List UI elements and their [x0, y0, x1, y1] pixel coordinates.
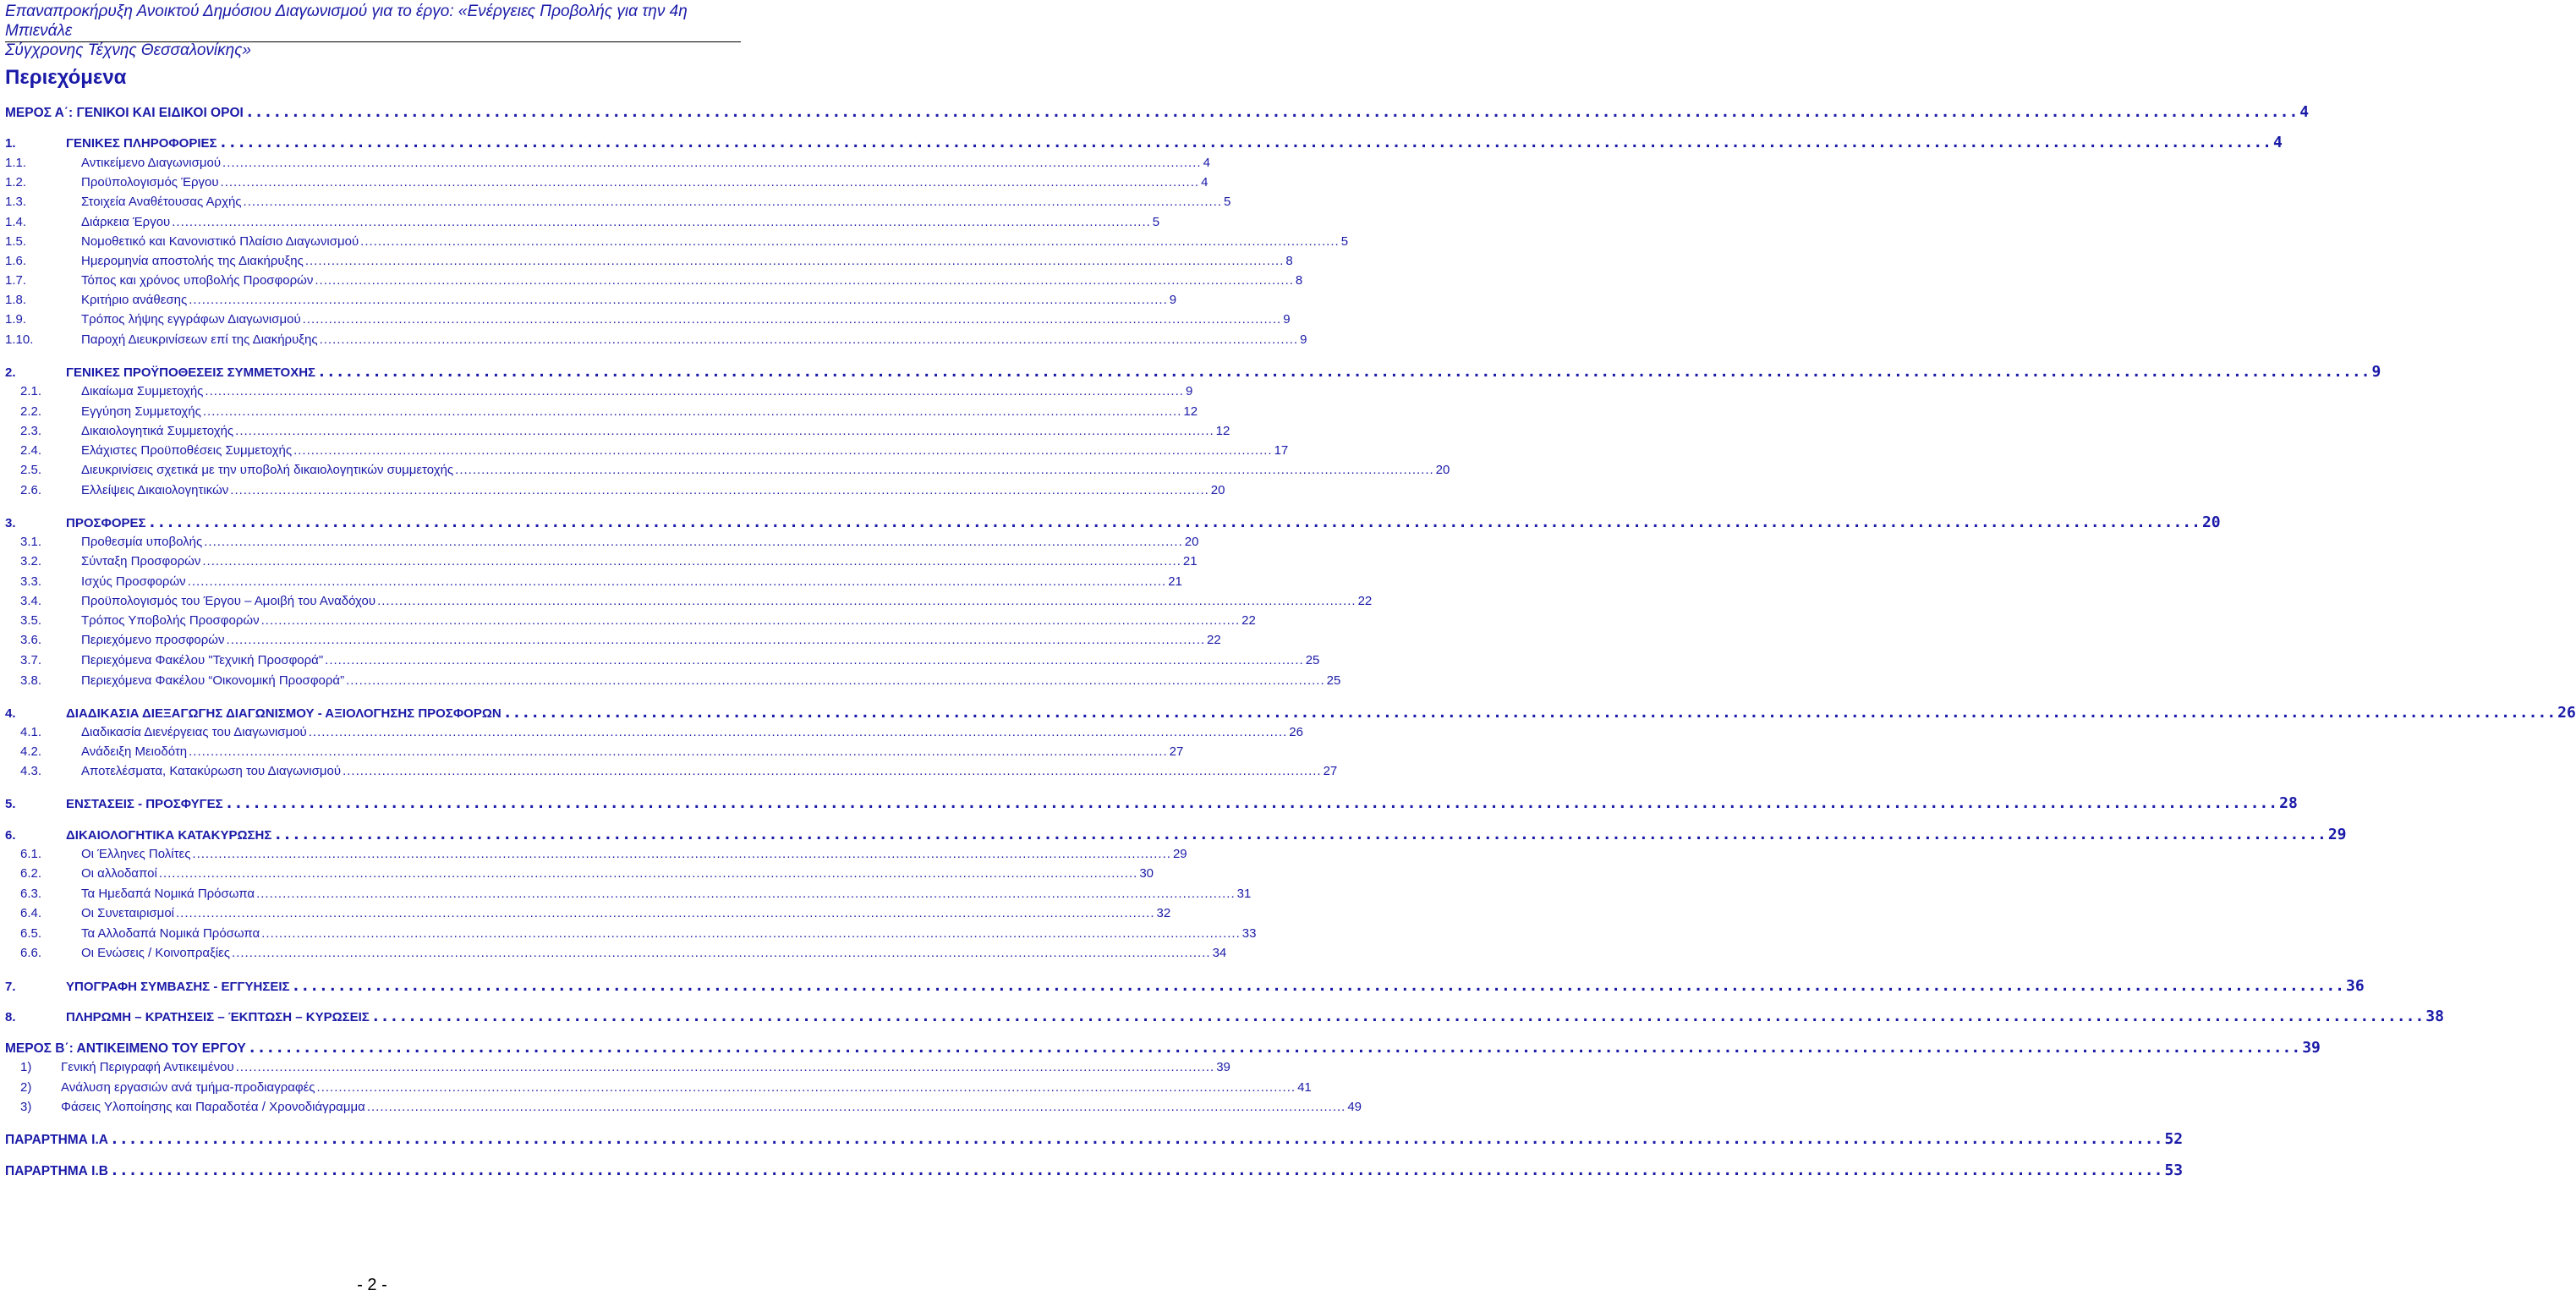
toc-entry-label: Διευκρινίσεις σχετικά με την υποβολή δικαιολογητικών συμμετοχής	[81, 463, 454, 477]
toc-entry[interactable]	[20, 424, 1230, 438]
toc-page-number: 53	[2164, 1161, 2184, 1179]
toc-page-number: 4	[2273, 134, 2283, 151]
toc-page-number: 29	[1172, 847, 1187, 861]
toc-entry-label: Κριτήριο ανάθεσης	[81, 293, 188, 307]
toc-page-number: 21	[1168, 574, 1182, 589]
document-header	[5, 2, 741, 60]
toc-page-number: 22	[1241, 613, 1256, 628]
toc-entry-label: Ισχύς Προσφορών	[81, 574, 186, 589]
toc-page-number: 4	[2299, 103, 2310, 121]
toc-entry-label: Νομοθετικό και Κανονιστικό Πλαίσιο Διαγωνισμού	[81, 234, 359, 249]
page-footer	[0, 1276, 812, 1295]
toc-page-number: 20	[1435, 463, 1450, 477]
toc-page-number: 9	[1169, 293, 1177, 307]
toc-entry[interactable]	[20, 483, 1225, 497]
toc-entry-label: Οι Ενώσεις / Κοινοπραξίες	[81, 946, 231, 960]
toc-entry-number: 5.	[5, 797, 16, 811]
toc-entry-number: 1.6.	[5, 254, 27, 268]
toc-entry[interactable]	[20, 443, 1289, 458]
toc-entry-number: 1.7.	[5, 273, 27, 288]
toc-entry-number: 2.1.	[20, 384, 42, 398]
toc-entry[interactable]	[20, 1060, 1230, 1074]
toc-entry-number: 2.2.	[20, 404, 42, 419]
toc-entry-label: ΕΝΣΤΑΣΕΙΣ - ΠΡΟΣΦΥΓΕΣ	[66, 797, 223, 811]
toc-entry-number: 3.3.	[20, 574, 42, 589]
toc-entry-number: 1.	[5, 136, 16, 151]
toc-entry[interactable]	[20, 384, 1193, 398]
toc-entry[interactable]	[20, 673, 1341, 688]
toc-annex-ia[interactable]	[5, 1130, 2184, 1148]
toc-part-a[interactable]	[5, 103, 2310, 121]
toc-entry[interactable]	[20, 866, 1154, 881]
toc-entry[interactable]	[20, 594, 1373, 608]
toc-entry-label: Δικαίωμα Συμμετοχής	[81, 384, 204, 398]
toc-entry[interactable]	[20, 725, 1303, 739]
toc-entry-number: 6.4.	[20, 906, 42, 920]
toc-entry-number: 3)	[20, 1100, 32, 1114]
toc-page-number: 32	[1156, 906, 1171, 920]
toc-entry-label: Ελάχιστες Προϋποθέσεις Συμμετοχής	[81, 443, 293, 458]
toc-section-3[interactable]	[5, 513, 2221, 531]
toc-entry-title: ΠΑΡΑΡΤΗΜΑ Ι.Α	[5, 1133, 108, 1147]
toc-entry-number: 3.8.	[20, 673, 42, 688]
toc-page-number: 20	[2201, 513, 2221, 531]
toc-entry-label: Προϋπολογισμός του Έργου – Αμοιβή του Αναδόχου	[81, 594, 376, 608]
toc-entry[interactable]	[20, 847, 1187, 861]
toc-entry-label: Ελλείψεις Δικαιολογητικών	[81, 483, 229, 497]
toc-entry-label: Σύνταξη Προσφορών	[81, 554, 201, 568]
toc-page-number: 21	[1182, 554, 1198, 568]
toc-entry-number: 3.1.	[20, 535, 42, 549]
toc-entry-label: Γενική Περιγραφή Αντικειμένου	[61, 1060, 234, 1074]
toc-entry-number: 6.5.	[20, 926, 42, 941]
toc-entry[interactable]	[5, 234, 1349, 249]
toc-entry-number: 3.6.	[20, 633, 42, 647]
toc-entry-label: ΥΠΟΓΡΑΦΗ ΣΥΜΒΑΣΗΣ - ΕΓΓΥΗΣΕΙΣ	[66, 980, 290, 994]
toc-entry-label: Φάσεις Υλοποίησης και Παραδοτέα / Χρονοδιάγραμμα	[61, 1100, 365, 1114]
toc-page-number: 5	[1224, 195, 1231, 209]
toc-entry[interactable]	[5, 195, 1231, 209]
toc-entry-number: 3.7.	[20, 653, 42, 667]
toc-entry[interactable]	[5, 332, 1307, 347]
toc-section-7[interactable]	[5, 977, 2365, 995]
toc-entry-number: 3.2.	[20, 554, 42, 568]
toc-entry-number: 4.3.	[20, 764, 42, 778]
toc-entry-title: ΜΕΡΟΣ Α΄: ΓΕΝΙΚΟΙ ΚΑΙ ΕΙΔΙΚΟΙ ΟΡΟΙ	[5, 106, 244, 120]
toc-entry-number: 2.	[5, 365, 16, 380]
toc-entry[interactable]	[20, 764, 1338, 778]
toc-page-number: 25	[1305, 653, 1320, 667]
toc-section-1[interactable]	[5, 134, 2283, 151]
toc-entry[interactable]	[5, 156, 1210, 170]
toc-entry-number: 6.	[5, 828, 16, 843]
toc-entry[interactable]	[20, 554, 1198, 568]
toc-entry-label: Αποτελέσματα, Κατακύρωση του Διαγωνισμού	[81, 764, 342, 778]
toc-entry-label: Εγγύηση Συμμετοχής	[81, 404, 201, 419]
toc-entry-label: Περιεχόμενα Φακέλου "Τεχνική Προσφορά"	[81, 653, 324, 667]
toc-annex-ib[interactable]	[5, 1161, 2184, 1179]
toc-entry-number: 2.4.	[20, 443, 42, 458]
toc-entry-label: Ανάδειξη Μειοδότη	[81, 744, 188, 759]
page-number: - 2 -	[357, 1276, 387, 1294]
toc-entry-label: Οι αλλοδαποί	[81, 866, 157, 881]
toc-page-number: 52	[2164, 1130, 2184, 1148]
toc-entry[interactable]	[20, 744, 1184, 759]
toc-entry-label: ΠΡΟΣΦΟΡΕΣ	[66, 516, 146, 530]
toc-entry-label: Τα Ημεδαπά Νομικά Πρόσωπα	[81, 887, 255, 901]
toc-entry-number: 2.3.	[20, 424, 42, 438]
toc-entry-label: Παροχή Διευκρινίσεων επί της Διακήρυξης	[81, 332, 318, 347]
toc-entry-number: 1.9.	[5, 312, 27, 327]
toc-page-number: 29	[2327, 826, 2347, 843]
toc-entry-label: Τρόπος λήψης εγγράφων Διαγωνισμού	[81, 312, 301, 327]
toc-entry-label: Διάρκεια Έργου	[81, 215, 171, 229]
toc-entry[interactable]	[20, 404, 1198, 419]
toc-entry-label: Τα Αλλοδαπά Νομικά Πρόσωπα	[81, 926, 260, 941]
toc-entry-number: 1.8.	[5, 293, 27, 307]
toc-entry-title: ΠΑΡΑΡΤΗΜΑ Ι.Β	[5, 1164, 108, 1178]
toc-page-number: 4	[1203, 156, 1210, 170]
toc-entry-number: 6.3.	[20, 887, 42, 901]
toc-entry-label: Προθεσμία υποβολής	[81, 535, 203, 549]
toc-entry[interactable]	[20, 1100, 1362, 1114]
toc-page-number: 31	[1236, 887, 1252, 901]
toc-section-4[interactable]	[5, 704, 2576, 722]
toc-entry-number: 2)	[20, 1080, 32, 1095]
toc-page-number: 5	[1152, 215, 1160, 229]
toc-entry-number: 4.2.	[20, 744, 42, 759]
toc-page-number: 39	[1216, 1060, 1230, 1074]
toc-page-number: 8	[1285, 254, 1293, 268]
toc-page-number: 9	[1300, 332, 1307, 347]
toc-entry[interactable]	[20, 613, 1256, 628]
toc-entry-label: ΠΛΗΡΩΜΗ – ΚΡΑΤΗΣΕΙΣ – ΈΚΠΤΩΣΗ – ΚΥΡΩΣΕΙΣ	[66, 1010, 370, 1024]
toc-page-number: 27	[1323, 764, 1338, 778]
toc-section-8[interactable]	[5, 1008, 2444, 1025]
header-rule	[5, 41, 741, 42]
toc-page-number: 28	[2279, 794, 2298, 812]
toc-page-number: 27	[1169, 744, 1184, 759]
toc-page-number: 9	[1283, 312, 1291, 327]
toc-page-number: 12	[1183, 404, 1198, 419]
toc-page-number: 34	[1212, 946, 1227, 960]
header-line-1: Επαναπροκήρυξη Ανοικτού Δημόσιου Διαγωνισμού για το έργο: «Ενέργειες Προβολής για την 4η Μπιενάλε	[5, 3, 688, 40]
toc-entry-label: Περιεχόμενα Φακέλου “Οικονομική Προσφορά”	[81, 673, 345, 688]
toc-entry-number: 3.5.	[20, 613, 42, 628]
toc-entry-label: Τόπος και χρόνος υποβολής Προσφορών	[81, 273, 314, 288]
toc-page-number: 5	[1340, 234, 1349, 249]
toc-entry-number: 6.6.	[20, 946, 42, 960]
toc-entry[interactable]	[20, 906, 1171, 920]
toc-entry-number: 1.5.	[5, 234, 27, 249]
toc-entry-number: 1.3.	[5, 195, 27, 209]
toc-entry-number: 3.	[5, 516, 16, 530]
toc-page-number: 12	[1215, 424, 1230, 438]
toc-entry-number: 4.	[5, 706, 16, 721]
toc-page-number: 8	[1295, 273, 1303, 288]
toc-entry-title: ΜΕΡΟΣ Β΄: ΑΝΤΙΚΕΙΜΕΝΟ ΤΟΥ ΕΡΓΟΥ	[5, 1041, 246, 1056]
toc-entry-label: ΔΙΑΔΙΚΑΣΙΑ ΔΙΕΞΑΓΩΓΗΣ ΔΙΑΓΩΝΙΣΜΟΥ - ΑΞΙΟΛΟΓΗΣΗΣ ΠΡΟΣΦΟΡΩΝ	[66, 706, 501, 721]
toc-entry-label: Αντικείμενο Διαγωνισμού	[81, 156, 222, 170]
toc-entry[interactable]	[5, 293, 1177, 307]
toc-entry-label: Προϋπολογισμός Έργου	[81, 175, 219, 189]
toc-entry[interactable]	[5, 215, 1160, 229]
toc-section-2[interactable]	[5, 363, 2381, 381]
toc-entry-number: 1.1.	[5, 156, 27, 170]
toc-page-number: 41	[1297, 1080, 1312, 1095]
toc-entry-number: 1)	[20, 1060, 32, 1074]
toc-entry[interactable]	[5, 312, 1291, 327]
toc-entry-number: 1.2.	[5, 175, 27, 189]
toc-part-b[interactable]	[5, 1039, 2321, 1057]
toc-page-number: 36	[2346, 977, 2365, 995]
toc-page-number: 22	[1357, 594, 1373, 608]
toc-entry[interactable]	[20, 653, 1320, 667]
toc-page-number: 17	[1274, 443, 1289, 458]
toc-entry-label: Οι Έλληνες Πολίτες	[81, 847, 191, 861]
toc-entry-number: 1.4.	[5, 215, 27, 229]
toc-page-number: 26	[1289, 725, 1303, 739]
toc-entry-number: 4.1.	[20, 725, 42, 739]
toc-entry[interactable]	[20, 926, 1257, 941]
toc-entry[interactable]	[5, 254, 1293, 268]
toc-entry[interactable]	[20, 463, 1450, 477]
toc-entry-label: Περιεχόμενο προσφορών	[81, 633, 225, 647]
toc-page-number: 20	[1184, 535, 1199, 549]
toc-section-5[interactable]	[5, 794, 2298, 812]
toc-entry-number: 2.6.	[20, 483, 42, 497]
header-line-2: Σύγχρονης Τέχνης Θεσσαλονίκης»	[5, 41, 252, 59]
toc-entry-number: 1.10.	[5, 332, 34, 347]
toc-entry-label: Οι Συνεταιρισμοί	[81, 906, 174, 920]
toc-entry-label: Δικαιολογητικά Συμμετοχής	[81, 424, 234, 438]
toc-page-number: 38	[2425, 1008, 2444, 1025]
toc-entry-number: 2.5.	[20, 463, 42, 477]
toc-entry[interactable]	[20, 633, 1221, 647]
toc-entry-number: 7.	[5, 980, 16, 994]
toc-entry-label: ΔΙΚΑΙΟΛΟΓΗΤΙΚΑ ΚΑΤΑΚΥΡΩΣΗΣ	[66, 828, 272, 843]
toc-page-number: 39	[2302, 1039, 2321, 1057]
toc-entry[interactable]	[20, 946, 1227, 960]
toc-section-6[interactable]	[5, 826, 2347, 843]
toc-entry[interactable]	[5, 273, 1303, 288]
toc-entry-label: Ανάλυση εργασιών ανά τμήμα-προδιαγραφές	[61, 1080, 315, 1095]
toc-page-number: 25	[1326, 673, 1341, 688]
toc-entry[interactable]	[5, 175, 1209, 189]
toc-page-number: 33	[1241, 926, 1257, 941]
toc-entry-label: Στοιχεία Αναθέτουσας Αρχής	[81, 195, 242, 209]
toc-entry-number: 6.1.	[20, 847, 42, 861]
toc-entry-label: ΓΕΝΙΚΕΣ ΠΡΟΫΠΟΘΕΣΕΙΣ ΣΥΜΜΕΤΟΧΗΣ	[66, 365, 316, 380]
toc-entry[interactable]	[20, 535, 1199, 549]
toc-title: Περιεχόμενα	[5, 66, 127, 89]
toc-entry[interactable]	[20, 887, 1252, 901]
toc-page-number: 49	[1347, 1100, 1362, 1114]
toc-entry-label: ΓΕΝΙΚΕΣ ΠΛΗΡΟΦΟΡΙΕΣ	[66, 136, 217, 151]
toc-entry-label: Διαδικασία Διενέργειας του Διαγωνισμού	[81, 725, 307, 739]
toc-entry-label: Τρόπος Υποβολής Προσφορών	[81, 613, 260, 628]
toc-entry-number: 6.2.	[20, 866, 42, 881]
toc-entry-number: 3.4.	[20, 594, 42, 608]
toc-entry[interactable]	[20, 1080, 1312, 1095]
toc-page-number: 20	[1210, 483, 1225, 497]
toc-entry[interactable]	[20, 574, 1182, 589]
toc-entry-number: 8.	[5, 1010, 16, 1024]
toc-page-number: 9	[2371, 363, 2381, 381]
toc-page-number: 22	[1207, 633, 1221, 647]
toc-page-number: 26	[2557, 704, 2576, 722]
toc-page-number: 9	[1185, 384, 1193, 398]
toc-page-number: 4	[1201, 175, 1209, 189]
toc-entry-label: Ημερομηνία αποστολής της Διακήρυξης	[81, 254, 304, 268]
toc-page-number: 30	[1139, 866, 1154, 881]
